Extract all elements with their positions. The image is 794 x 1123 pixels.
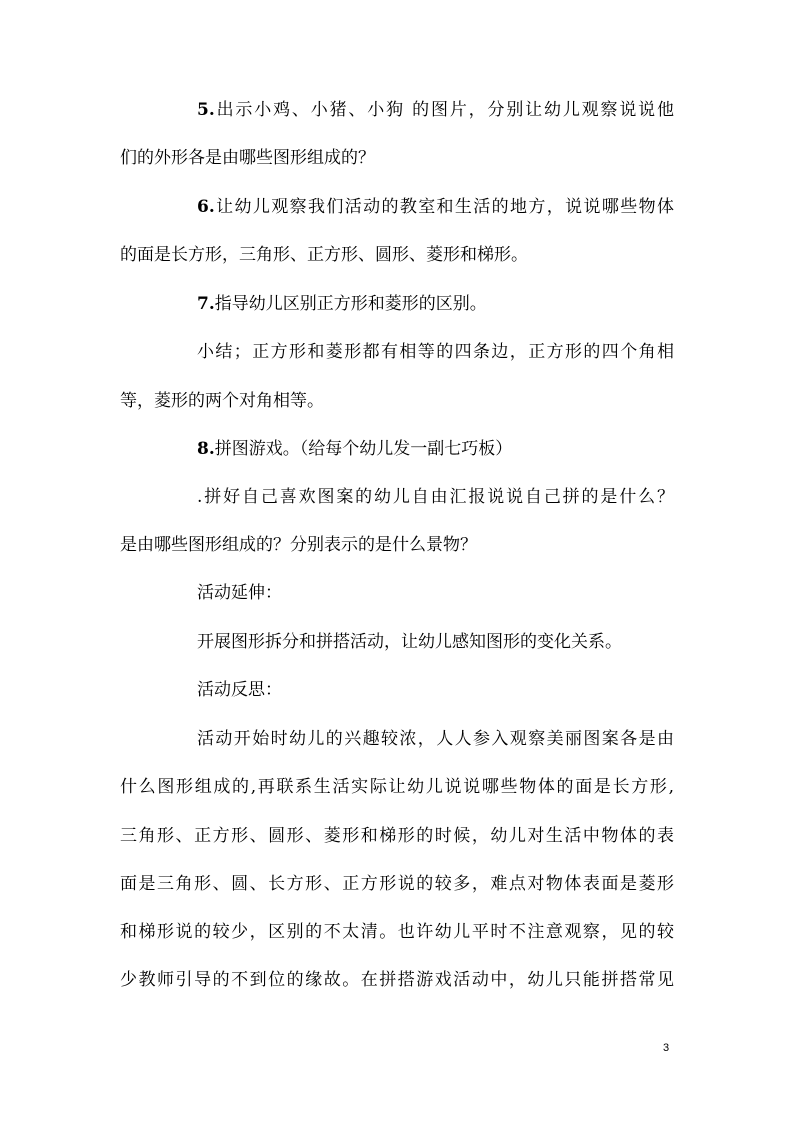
line-text: 什么图形组成的,再联系生活实际让幼儿说说哪些物体的面是长方形, — [120, 777, 674, 797]
paragraph-line — [197, 292, 487, 316]
line-text: .拼好自己喜欢图案的幼儿自由汇报说说自己拼的是什么？ — [197, 487, 674, 507]
line-text: 出示小鸡、小猪、小狗 的图片，分别让幼儿观察说说他 — [214, 100, 674, 120]
paragraph-line — [197, 630, 622, 654]
paragraph-line — [120, 146, 375, 170]
line-text: 们的外形各是由哪些图形组成的？ — [120, 148, 375, 168]
paragraph-line — [120, 243, 528, 267]
line-text: 的面是长方形，三角形、正方形、圆形、菱形和梯形。 — [120, 245, 528, 265]
section-heading — [197, 678, 282, 702]
paragraph-line — [120, 775, 674, 799]
paragraph-line — [197, 195, 674, 219]
line-text: 活动开始时幼儿的兴趣较浓，人人参入观察美丽图案各是由 — [197, 729, 674, 749]
paragraph-line — [197, 727, 674, 751]
paragraph-line — [197, 437, 512, 461]
line-text: 小结；正方形和菱形都有相等的四条边，正方形的四个角相 — [197, 342, 674, 362]
line-text: 活动延伸： — [197, 583, 282, 603]
paragraph-line — [120, 872, 674, 896]
line-text: 少教师引导的不到位的缘故。在拼搭游戏活动中，幼儿只能拼搭常见 — [120, 970, 674, 990]
line-text: 等，菱形的两个对角相等。 — [120, 391, 324, 411]
paragraph-line — [120, 533, 477, 557]
paragraph-line — [120, 389, 324, 413]
item-number: 8. — [197, 439, 215, 459]
line-text: 面是三角形、圆、长方形、正方形说的较多，难点对物体表面是菱形 — [120, 874, 674, 894]
item-number: 6. — [197, 197, 215, 217]
paragraph-line — [120, 968, 674, 992]
line-text: 和梯形说的较少，区别的不太清。也许幼儿平时不注意观察，见的较 — [120, 922, 674, 942]
paragraph-line — [197, 485, 674, 509]
section-heading — [197, 581, 282, 605]
line-text: 是由哪些图形组成的？分别表示的是什么景物？ — [120, 535, 477, 555]
item-number: 5. — [197, 100, 215, 120]
paragraph-line — [197, 340, 674, 364]
line-text: 活动反思： — [197, 680, 282, 700]
line-text: 三角形、正方形、圆形、菱形和梯形的时候，幼儿对生活中物体的表 — [120, 826, 674, 846]
paragraph-line — [197, 98, 674, 122]
paragraph-line — [120, 920, 674, 944]
line-text: 开展图形拆分和拼搭活动，让幼儿感知图形的变化关系。 — [197, 632, 622, 652]
line-text: 指导幼儿区别正方形和菱形的区别。 — [214, 294, 487, 314]
paragraph-line — [120, 824, 674, 848]
line-text: 拼图游戏。（给每个幼儿发一副七巧板） — [214, 439, 513, 459]
item-number: 7. — [197, 294, 215, 314]
page-number: 3 — [663, 1042, 670, 1054]
line-text: 让幼儿观察我们活动的教室和生活的地方，说说哪些物体 — [214, 197, 674, 217]
